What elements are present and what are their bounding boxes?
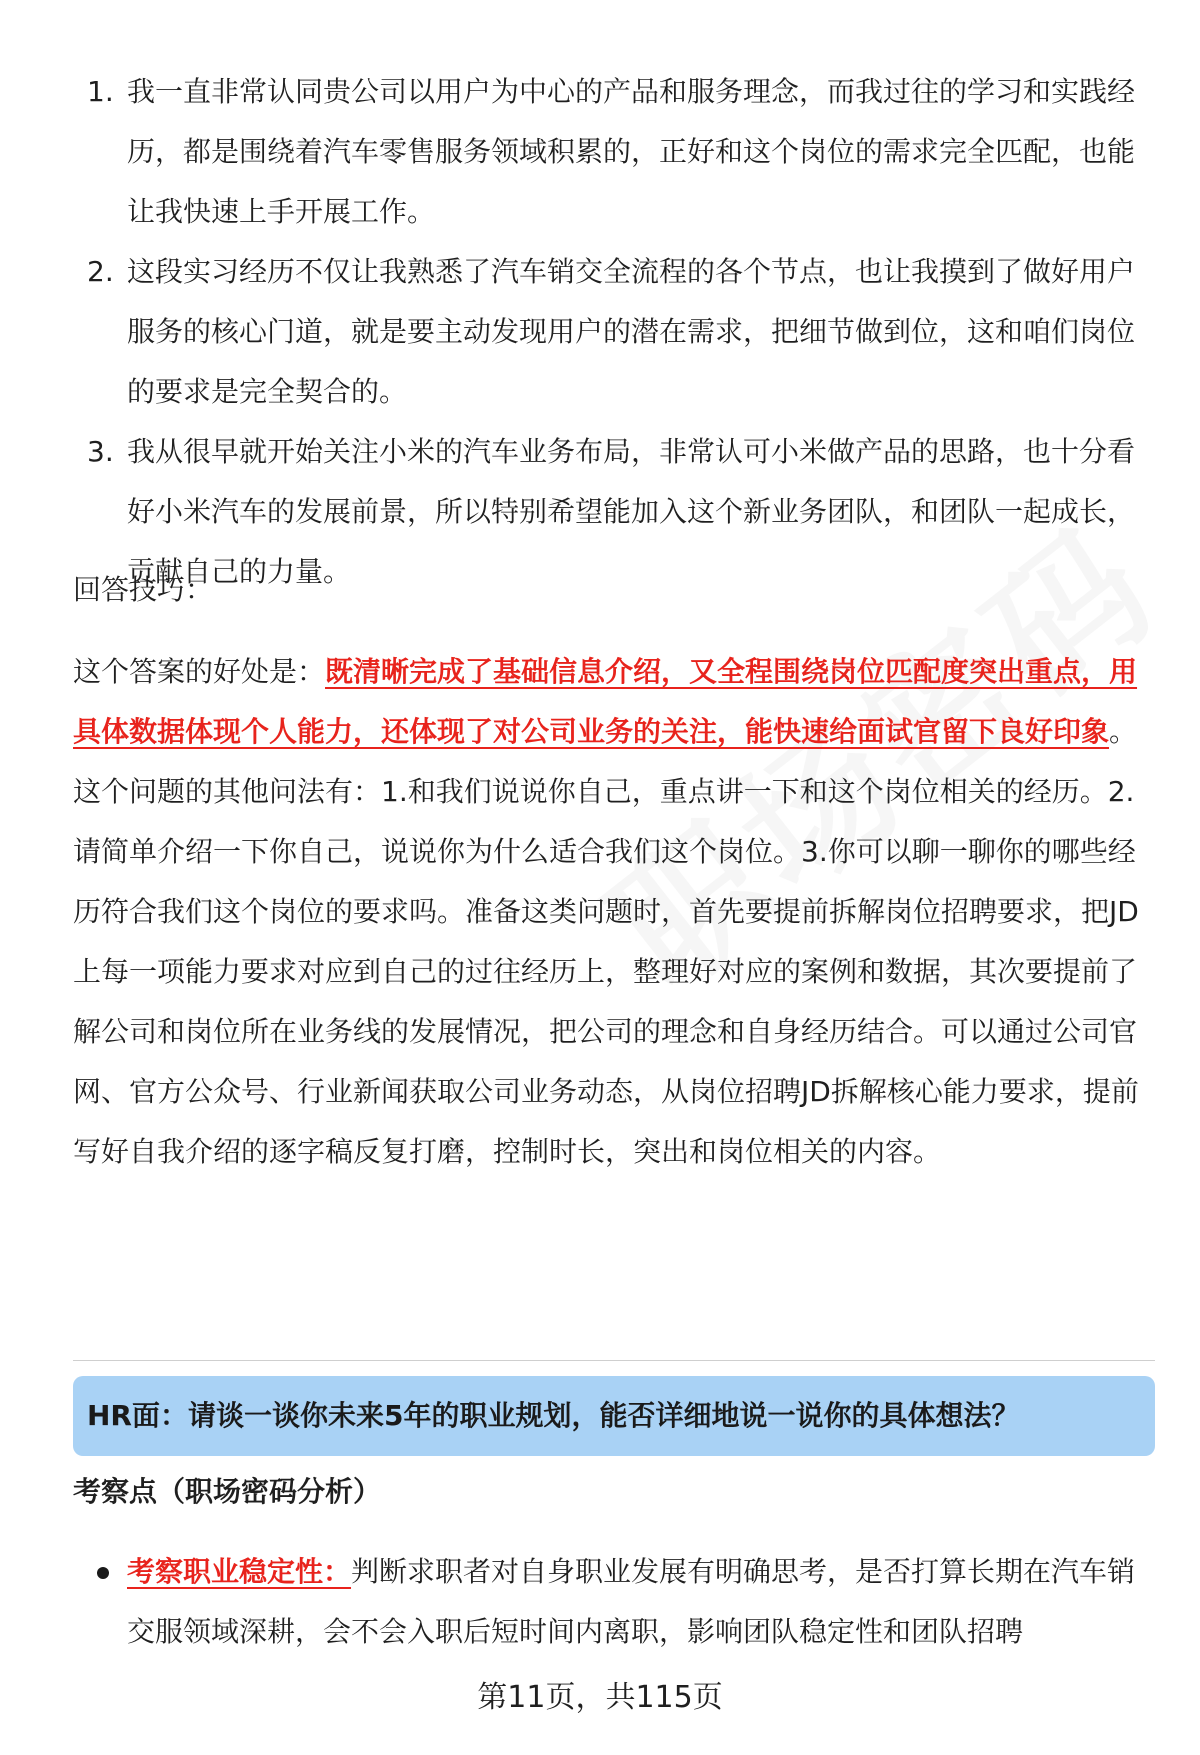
list-item: [75, 62, 1155, 242]
bullet-dot-icon: [97, 1567, 109, 1579]
section-heading: 考察点（职场密码分析）: [73, 1475, 382, 1508]
list-text: 我从很早就开始关注小米的汽车业务布局，非常认可小米做产品的思路，也十分看好小米汽车的发展前景，所以特别希望能加入这个新业务团队，和团队一起成长，贡献自己的力量。: [127, 435, 1136, 588]
tips-emphasis: 既清晰完成了基础信息介绍，又全程围绕岗位匹配度突出重点，用具体数据体现个人能力，还体现了对公司业务的关注，能快速给面试官留下良好印象: [73, 655, 1138, 748]
list-number: 2.: [87, 255, 114, 288]
tips-rest: 。这个问题的其他问法有：1.和我们说说你自己，重点讲一下和这个岗位相关的经历。2.请简单介绍一下你自己，说说你为什么适合我们这个岗位。3.你可以聊一聊你的哪些经历符合我们这个岗位的要求吗。准备这类问题时，首先要提前拆解岗位招聘要求，把JD上每一项能力要求对应到自己的过往经历上，整理好对应的案例和数据，其次要提前了解公司和岗位所在业务线的发展情况，把公司的理念和自身经历结合。可以通过公司官网、官方公众号、行业新闻获取公司业务动态，从岗位招聘JD拆解核心能力要求，提前写好自我介绍的逐字稿反复打磨，控制时长，突出和岗位相关的内容。: [73, 715, 1139, 1168]
hr-question-text: HR面：请谈一谈你未来5年的职业规划，能否详细地说一说你的具体想法？: [87, 1399, 1020, 1432]
tips-heading: 回答技巧：: [73, 573, 214, 606]
list-text: 这段实习经历不仅让我熟悉了汽车销交全流程的各个节点，也让我摸到了做好用户服务的核心门道，就是要主动发现用户的潜在需求，把细节做到位，这和咱们岗位的要求是完全契合的。: [127, 255, 1136, 408]
hr-question-box: [73, 1376, 1155, 1456]
list-item: [75, 242, 1155, 422]
section-divider: [73, 1360, 1155, 1361]
list-item: [75, 1542, 1155, 1662]
tips-lead: 这个答案的好处是：: [73, 655, 326, 688]
numbered-list: [75, 62, 1155, 602]
list-number: 1.: [87, 75, 114, 108]
bullet-label: 考察职业稳定性：: [127, 1555, 352, 1588]
bullet-text: 判断求职者对自身职业发展有明确思考，是否打算长期在汽车销交服领域深耕，会不会入职后短时间内离职，影响团队稳定性和团队招聘: [127, 1555, 1136, 1648]
page-number: 第11页，共115页: [477, 1680, 723, 1715]
tips-paragraph: [73, 642, 1155, 1182]
bullet-list: [75, 1542, 1155, 1662]
list-number: 3.: [87, 435, 114, 468]
list-text: 我一直非常认同贵公司以用户为中心的产品和服务理念，而我过往的学习和实践经历，都是围绕着汽车零售服务领域积累的，正好和这个岗位的需求完全匹配，也能让我快速上手开展工作。: [127, 75, 1136, 228]
